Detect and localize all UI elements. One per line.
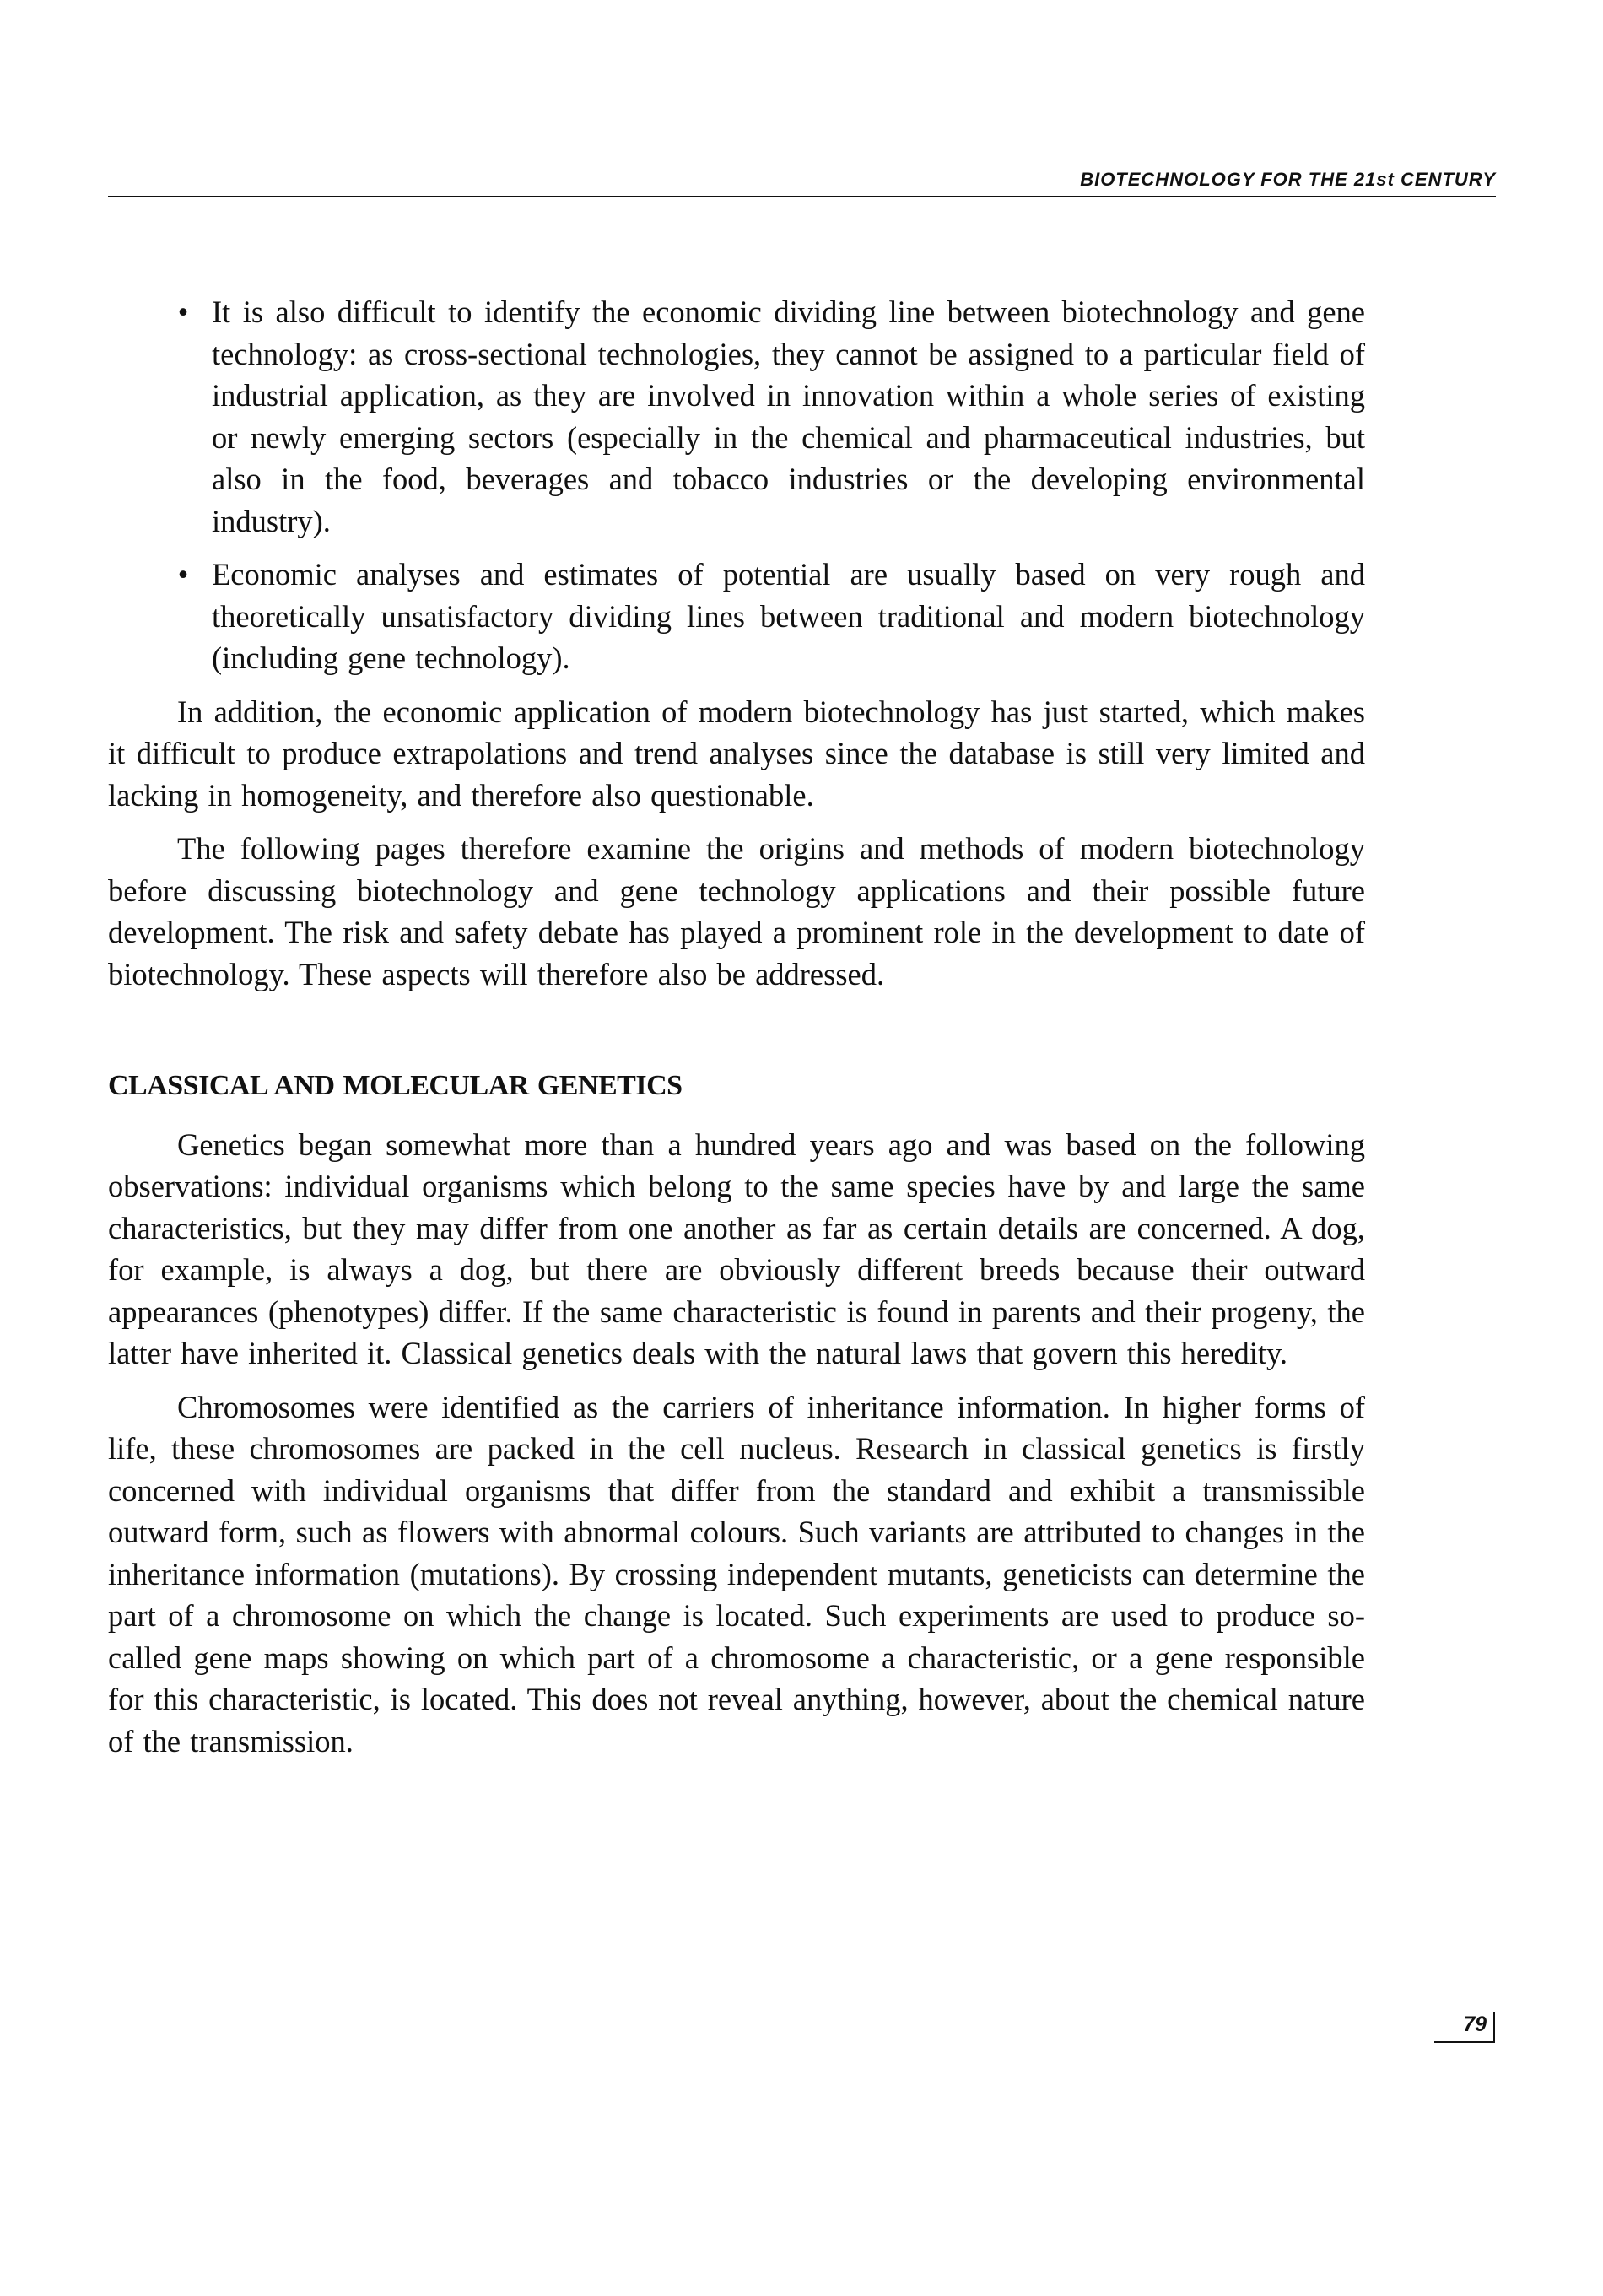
bullet-text: Economic analyses and estimates of potential are usually based on very rough and theoretically unsatisfactory dividing lines between traditional and modern biotechnology (including gene technology). [212,557,1365,675]
bullet-icon: • [177,557,189,592]
intro-paragraph: In addition, the economic application of modern biotechnology has just started, which makes it difficult to produce extrapolations and trend analyses since the database is still very limited and lacking in homogeneity, and therefore also questionable. [108,694,1365,813]
bullet-icon: • [177,294,189,329]
bullet-item [177,554,1365,679]
intro-paragraph: The following pages therefore examine the origins and methods of modern biotechnology before discussing biotechnology and gene technology applications and their possible future development. The risk and safety debate has played a prominent role in the development to date of biotechnology. These aspects will therefore also be addressed. [108,831,1365,991]
section-heading: CLASSICAL AND MOLECULAR GENETICS [108,1070,683,1101]
page-number: 79 [1434,2012,1495,2043]
bullet-list [108,291,1365,679]
bullet-text: It is also difficult to identify the economic dividing line between biotechnology and gene technology: as cross-sectional technologies, they cannot be assigned to a particular field of industrial application, as they are involved in innovation within a whole series of existing or newly emerging sectors (especially in the chemical and pharmaceutical industries, but also in the food, beverages and tobacco industries or the developing environmental industry). [212,294,1365,538]
section-paragraph: Genetics began somewhat more than a hundred years ago and was based on the following observations: individual organisms which belong to the same species have by and large the same characteristics, but they may differ from one another as far as certain details are concerned. A dog, for example, is always a dog, but there are obviously different breeds because their outward appearances (phenotypes) differ. If the same characteristic is found in parents and their progeny, the latter have inherited it. Classical genetics deals with the natural laws that govern this heredity. [108,1126,1365,1370]
header-rule [108,196,1496,197]
running-header: BIOTECHNOLOGY FOR THE 21st CENTURY [1080,169,1496,190]
page-body [108,291,1365,1774]
bullet-item [177,291,1365,542]
section-paragraph: Chromosomes were identified as the carriers of inheritance information. In higher forms of life, these chromosomes are packed in the cell nucleus. Research in classical genetics is firstly concerned with individual organisms that differ from the standard and exhibit a transmissible outward form, such as flowers with abnormal colours. Such variants are attributed to changes in the inheritance information (mutations). By crossing independent mutants, geneticists can determine the part of a chromosome on which the change is located. Such experiments are used to produce so-called gene maps showing on which part of a chromosome a characteristic, or a gene responsible for this characteristic, is located. This does not reveal anything, however, about the chemical nature of the transmission. [108,1389,1365,1758]
